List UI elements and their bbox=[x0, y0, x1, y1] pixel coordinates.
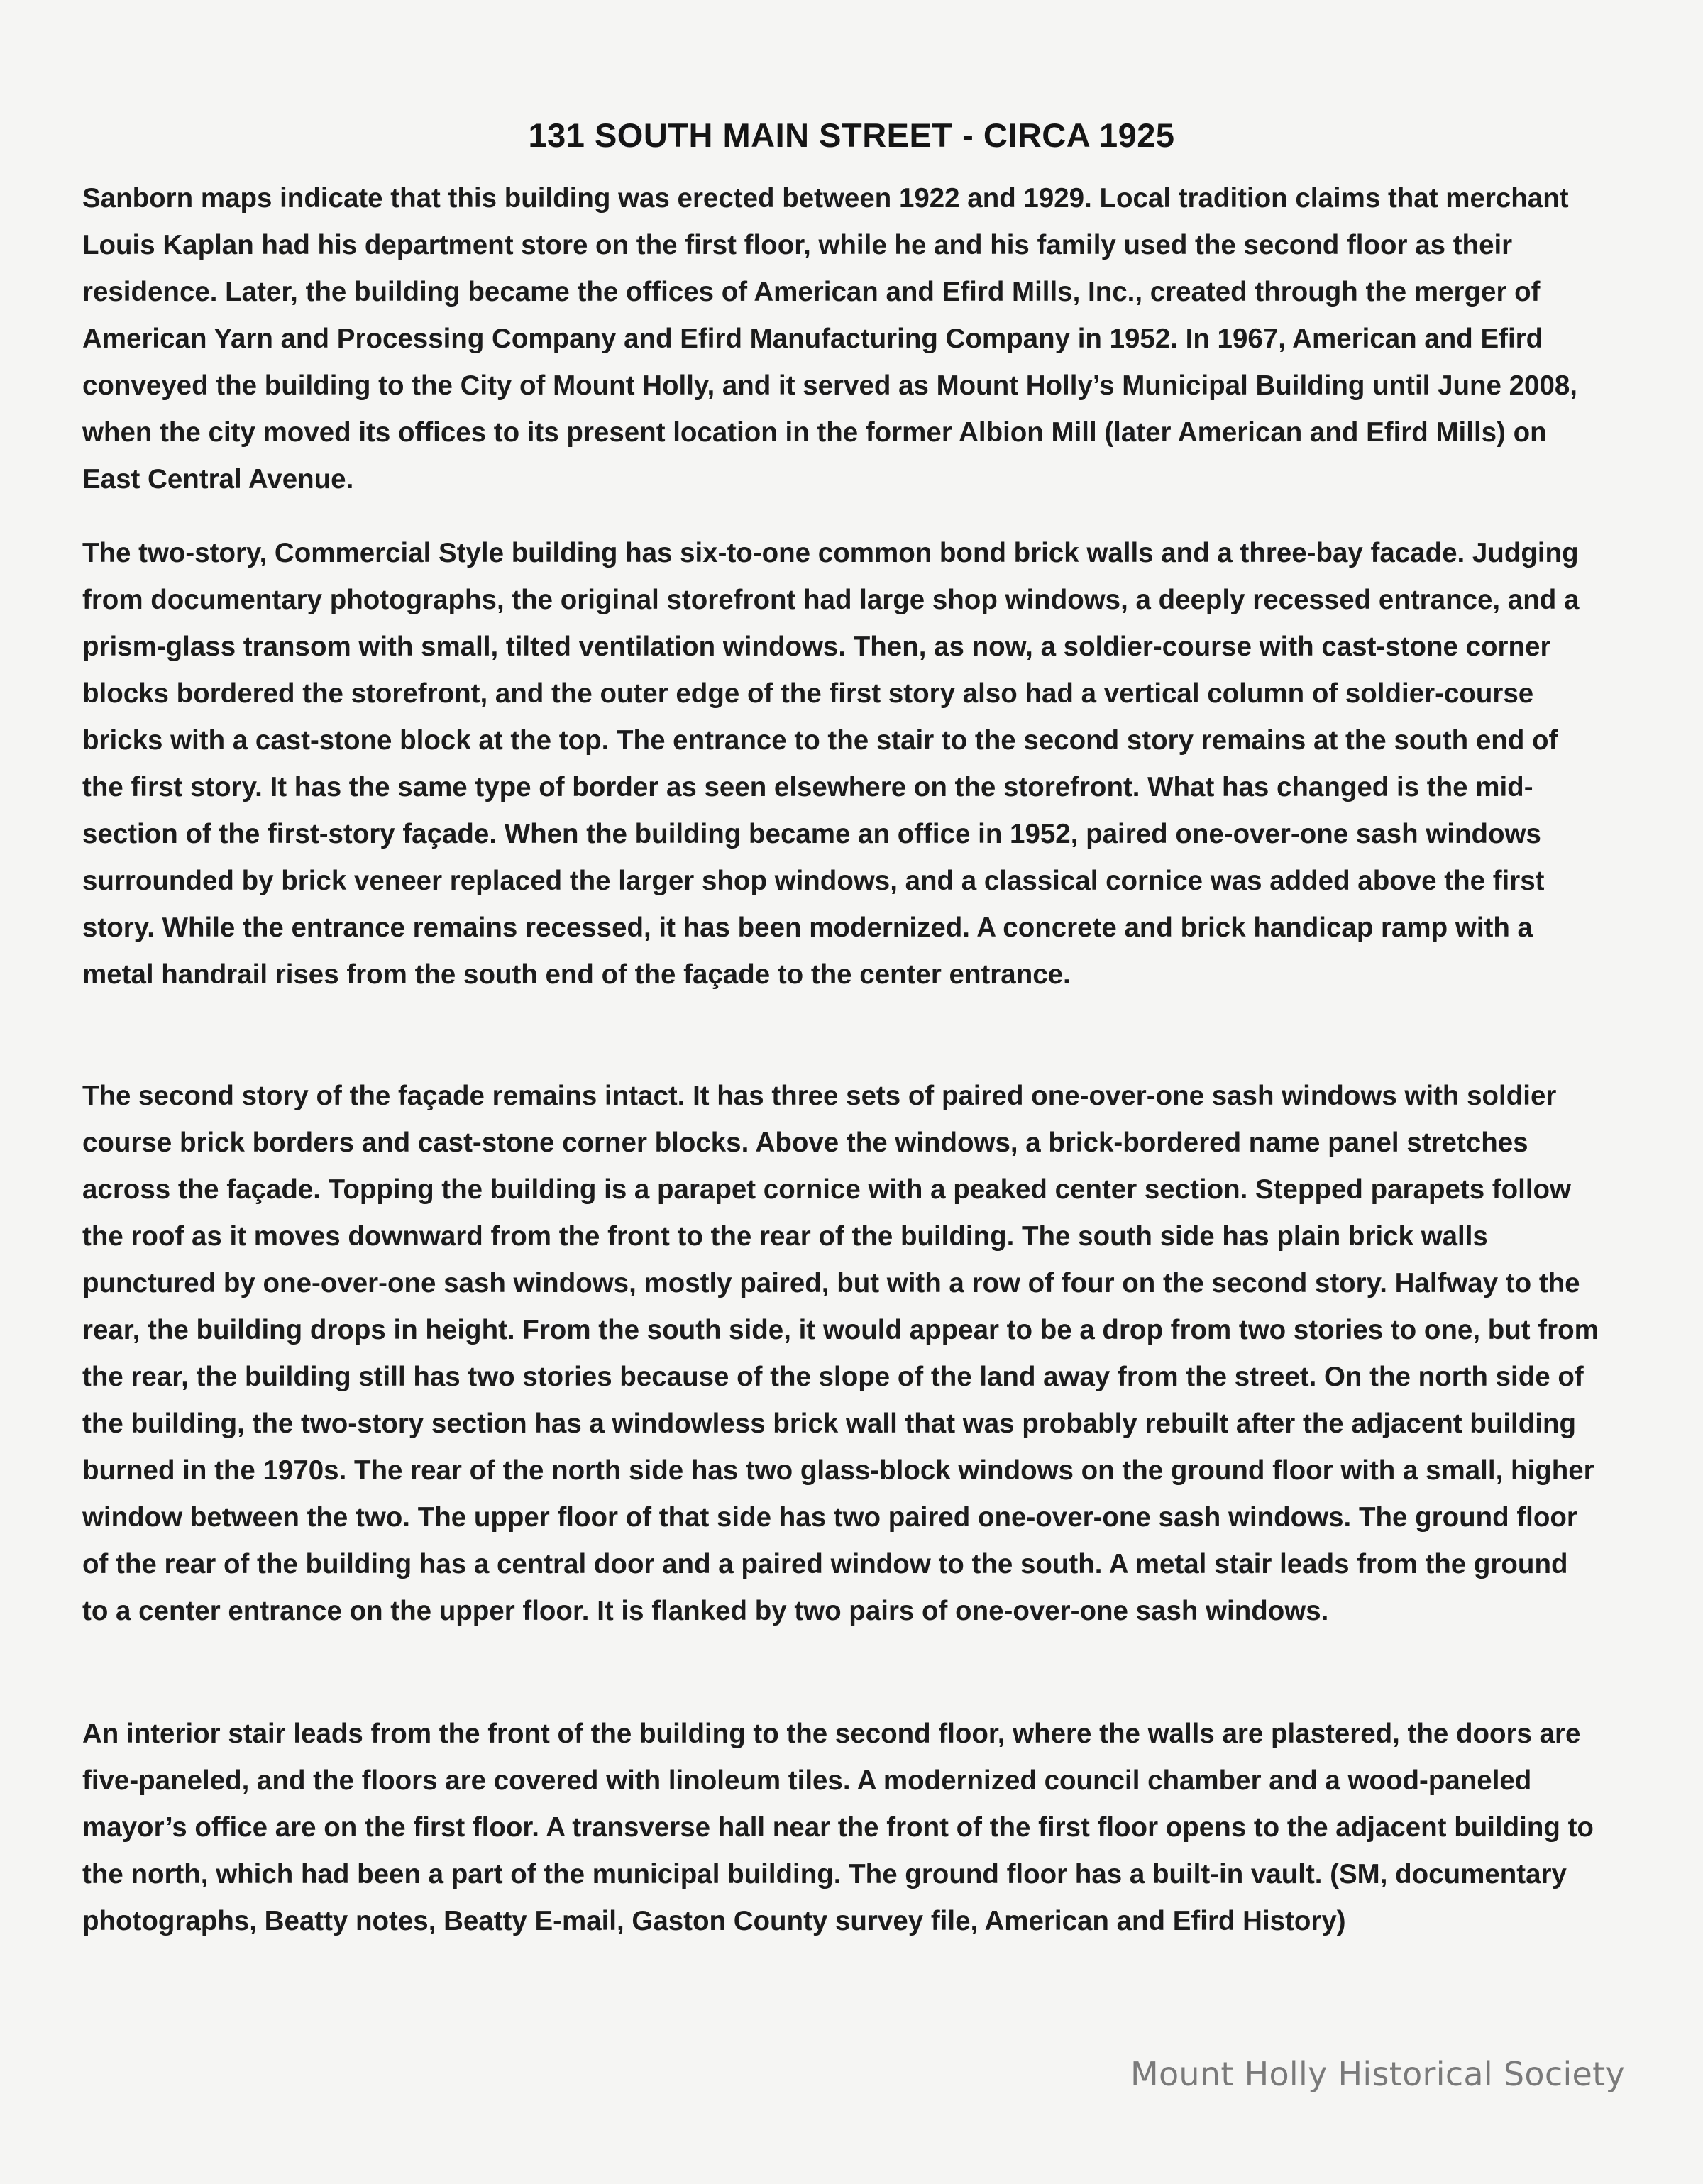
paragraph-history: Sanborn maps indicate that this building was erected between 1922 and 1929. Local tradition claims that merchant Louis Kaplan had his department store on the first floor, while he and his family used the second floor as their residence. Later, the building became the offices of American and Efird Mills, Inc., created through the merger of American Yarn and Processing Company and Efird Manufacturing Company in 1952. In 1967, American and Efird conveyed the building to the City of Mount Holly, and it served as Mount Holly’s Municipal Building until June 2008, when the city moved its offices to its present location in the former Albion Mill (later American and Efird Mills) on East Central Avenue. bbox=[82, 183, 1577, 495]
paragraph-interior: An interior stair leads from the front of the building to the second floor, where the walls are plastered, the doors are five-paneled, and the floors are covered with linoleum tiles. A modernized council chamber and a wood-paneled mayor’s office are on the first floor. A transverse hall near the front of the first floor opens to the adjacent building to the north, which had been a part of the municipal building. The ground floor has a built-in vault. (SM, documentary photographs, Beatty notes, Beatty E-mail, Gaston County survey file, American and Efird History) bbox=[82, 1719, 1594, 1936]
document-title: 131 SOUTH MAIN STREET - CIRCA 1925 bbox=[528, 116, 1175, 155]
paragraph-first-story: The two-story, Commercial Style building has six-to-one common bond brick walls and a three-bay facade. Judging from documentary photographs, the original storefront had large shop windows, a deeply recessed entrance, and a prism-glass transom with small, tilted ventilation windows. Then, as now, a soldier-course with cast-stone corner blocks bordered the storefront, and the outer edge of the first story also had a vertical column of soldier-course bricks with a cast-stone block at the top. The entrance to the stair to the second story remains at the south end of the first story. It has the same type of border as seen elsewhere on the storefront. What has changed is the mid-section of the first-story façade. When the building became an office in 1952, paired one-over-one sash windows surrounded by brick veneer replaced the larger shop windows, and a classical cornice was added above the first story. While the entrance remains recessed, it has been modernized. A concrete and brick handicap ramp with a metal handrail rises from the south end of the façade to the center entrance. bbox=[82, 538, 1580, 990]
paragraph-second-story: The second story of the façade remains intact. It has three sets of paired one-over-one sash windows with soldier course brick borders and cast-stone corner blocks. Above the windows, a brick-bordered name panel stretches across the façade. Topping the building is a parapet cornice with a peaked center section. Stepped parapets follow the roof as it moves downward from the front to the rear of the building. The south side has plain brick walls punctured by one-over-one sash windows, mostly paired, but with a row of four on the second story. Halfway to the rear, the building drops in height. From the south side, it would appear to be a drop from two stories to one, but from the rear, the building still has two stories because of the slope of the land away from the street. On the north side of the building, the two-story section has a windowless brick wall that was probably rebuilt after the adjacent building burned in the 1970s. The rear of the north side has two glass-block windows on the ground floor with a small, higher window between the two. The upper floor of that side has two paired one-over-one sash windows. The ground floor of the rear of the building has a central door and a paired window to the south. A metal stair leads from the ground to a center entrance on the upper floor. It is flanked by two pairs of one-over-one sash windows. bbox=[82, 1081, 1599, 1626]
footer-credit: Mount Holly Historical Society bbox=[1130, 2055, 1625, 2093]
